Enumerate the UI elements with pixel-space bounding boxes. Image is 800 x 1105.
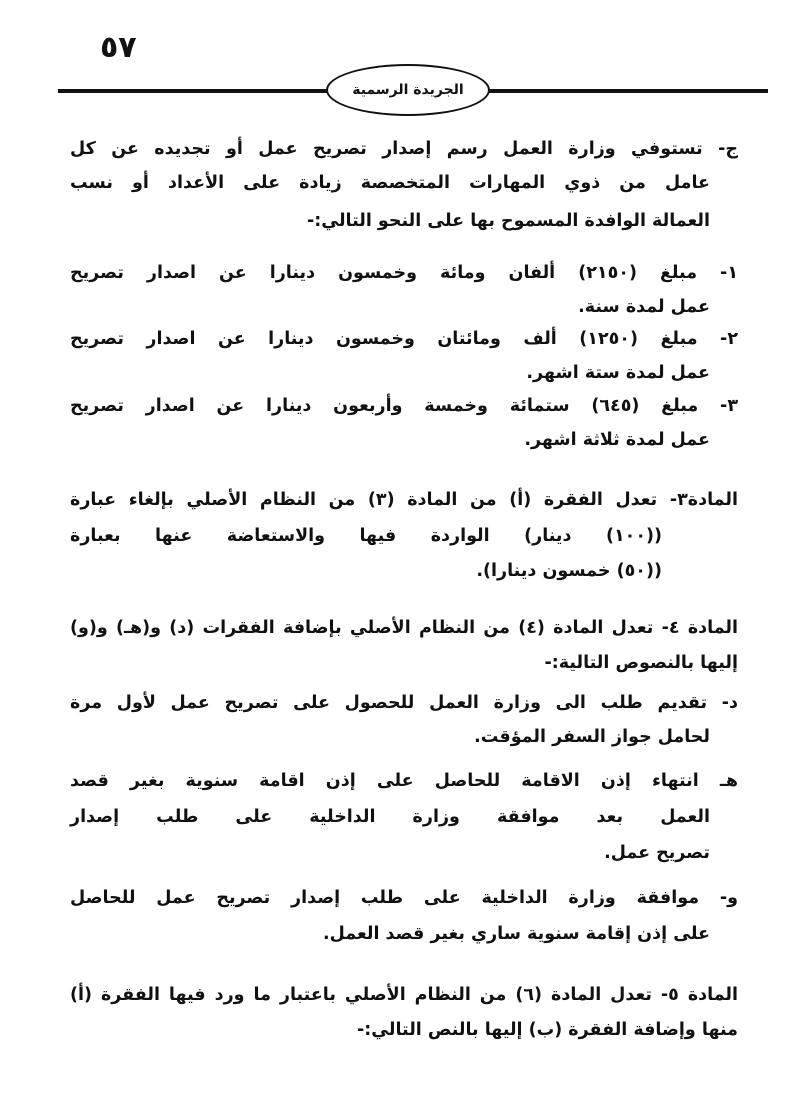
para-c-line-3: العمالة الوافدة المسموح بها على النحو التالي:- [307, 211, 710, 231]
para-h-line-3: تصريح عمل. [604, 843, 710, 863]
para-h-line-1: هـ انتهاء إذن الاقامة للحاصل على إذن اقامة سنوية بغير قصد [70, 771, 738, 791]
para-h-line-2: العمل بعد موافقة وزارة الداخلية على طلب إصدار [70, 807, 710, 827]
article-5-line-1: المادة ٥- تعدل المادة (٦) من النظام الأصلي باعتبار ما ورد فيها الفقرة (أ) [70, 985, 739, 1005]
item-2-line-2: عمل لمدة ستة اشهر. [526, 363, 710, 383]
header-rule-left [58, 89, 328, 93]
para-d-line-1: د- تقديم طلب الى وزارة العمل للحصول على تصريح عمل لأول مرة [70, 693, 738, 713]
article-4-line-2: إليها بالنصوص التالية:- [544, 653, 738, 673]
publication-title: الجريدة الرسمية [352, 82, 464, 98]
item-1-line-1: ١- مبلغ (٢١٥٠) ألفان ومائة وخمسون دينارا عن اصدار تصريح [70, 263, 738, 283]
para-w-line-2: على إذن إقامة سنوية ساري بغير قصد العمل. [323, 924, 710, 944]
article-3-line-1: المادة٣- تعدل الفقرة (أ) من المادة (٣) من النظام الأصلي بإلغاء عبارة [70, 490, 738, 510]
page-number: ٥٧ [100, 30, 137, 65]
article-3-line-2: ((١٠٠) دينار) الواردة فيها والاستعاضة عنها بعبارة [70, 526, 662, 546]
publication-title-oval [326, 64, 490, 116]
item-2-line-1: ٢- مبلغ (١٢٥٠) ألف ومائتان وخمسون دينارا عن اصدار تصريح [70, 329, 738, 349]
item-1-line-2: عمل لمدة سنة. [578, 297, 710, 317]
item-3-line-1: ٣- مبلغ (٦٤٥) ستمائة وخمسة وأربعون دينارا عن اصدار تصريح [70, 396, 738, 416]
article-5-line-2: منها وإضافة الفقرة (ب) إليها بالنص التالي:- [356, 1020, 738, 1040]
article-4-line-1: المادة ٤- تعدل المادة (٤) من النظام الأصلي بإضافة الفقرات (د) و(هـ) و(و) [70, 618, 739, 638]
para-c-line-1: ج- تستوفي وزارة العمل رسم إصدار تصريح عمل أو تجديده عن كل [70, 139, 738, 159]
para-c-line-2: عامل من ذوي المهارات المتخصصة زيادة على الأعداد أو نسب [70, 173, 710, 193]
header-rule-right [486, 89, 768, 93]
item-3-line-2: عمل لمدة ثلاثة اشهر. [524, 430, 710, 450]
article-3-line-3: ((٥٠) خمسون دينارا). [476, 561, 662, 581]
para-d-line-2: لحامل جواز السفر المؤقت. [474, 727, 710, 747]
para-w-line-1: و- موافقة وزارة الداخلية على طلب إصدار تصريح عمل للحاصل [70, 888, 738, 908]
